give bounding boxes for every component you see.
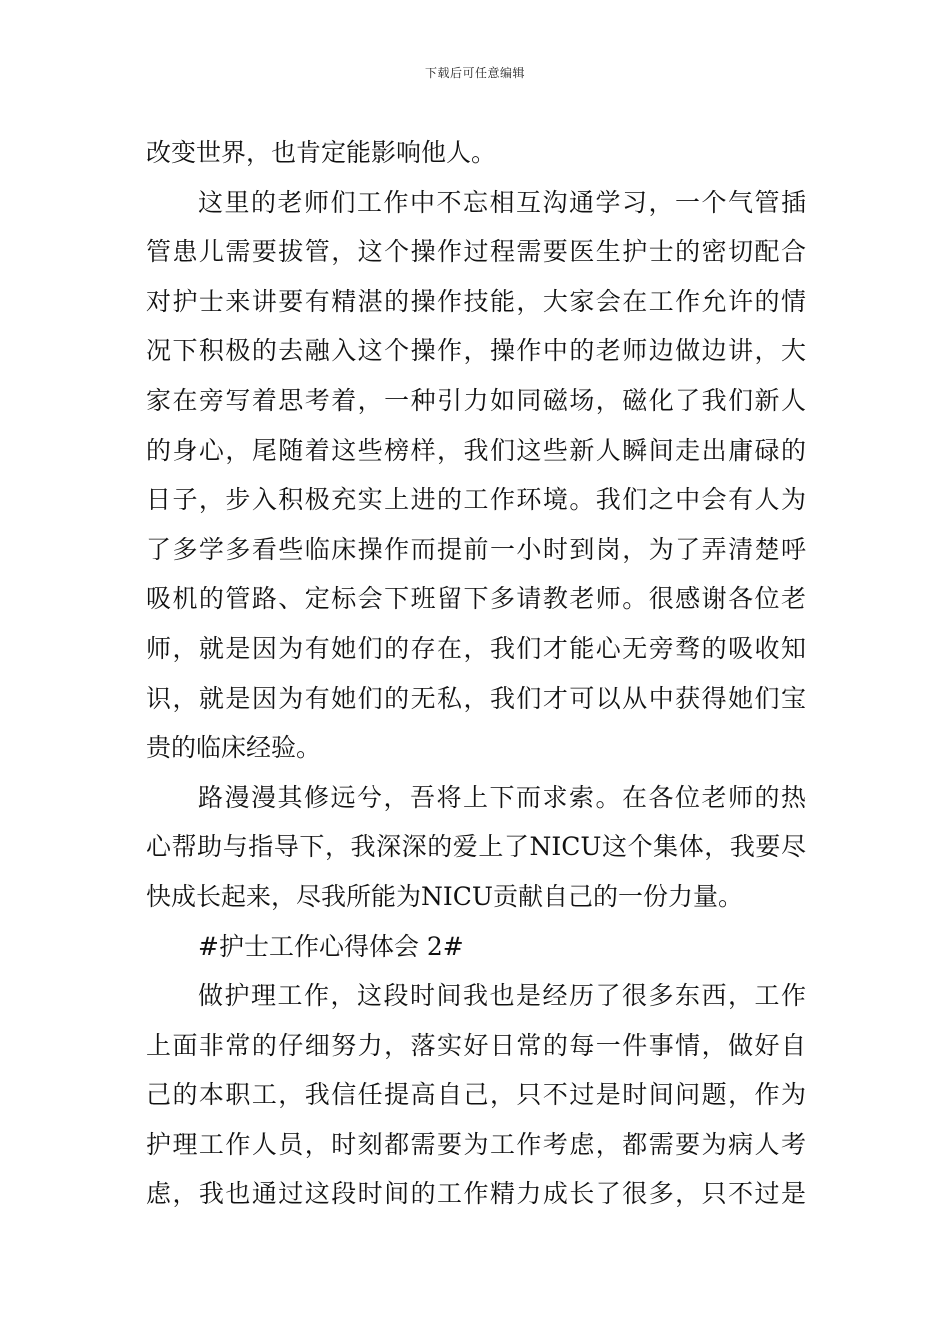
text-line: 路漫漫其修远兮，吾将上下而求索。在各位老师的热 xyxy=(198,782,806,812)
page-header: 下载后可任意编辑 xyxy=(424,66,525,80)
text-line: #护士工作心得体会 2# xyxy=(198,931,464,961)
text-line: 己的本职工，我信任提高自己，只不过是时间问题，作为 xyxy=(146,1080,806,1110)
text-line: 了多学多看些临床操作而提前一小时到岗，为了弄清楚呼 xyxy=(146,534,806,564)
text-line: 的身心，尾随着这些榜样，我们这些新人瞬间走出庸碌的 xyxy=(146,435,806,465)
text-line: 家在旁写着思考着，一种引力如同磁场，磁化了我们新人 xyxy=(146,385,806,415)
text-line: 心帮助与指导下，我深深的爱上了NICU这个集体，我要尽 xyxy=(146,832,806,862)
text-line: 上面非常的仔细努力，落实好日常的每一件事情，做好自 xyxy=(146,1030,806,1060)
text-line: 虑，我也通过这段时间的工作精力成长了很多，只不过是 xyxy=(146,1179,806,1209)
text-line: 管患儿需要拔管，这个操作过程需要医生护士的密切配合 xyxy=(146,237,806,267)
text-line: 况下积极的去融入这个操作，操作中的老师边做边讲，大 xyxy=(146,336,806,366)
text-line: 护理工作人员，时刻都需要为工作考虑，都需要为病人考 xyxy=(146,1129,806,1159)
text-line: 识，就是因为有她们的无私，我们才可以从中获得她们宝 xyxy=(146,683,806,713)
text-line: 改变世界，也肯定能影响他人。 xyxy=(146,138,497,167)
text-line: 贵的临床经验。 xyxy=(146,733,322,763)
text-line: 做护理工作，这段时间我也是经历了很多东西，工作 xyxy=(198,981,806,1011)
text-line: 师，就是因为有她们的存在，我们才能心无旁骛的吸收知 xyxy=(146,633,806,663)
text-line: 对护士来讲要有精湛的操作技能，大家会在工作允许的情 xyxy=(146,286,806,316)
text-line: 快成长起来，尽我所能为NICU贡献自己的一份力量。 xyxy=(146,881,743,911)
text-line: 日子，步入积极充实上进的工作环境。我们之中会有人为 xyxy=(146,485,806,515)
text-line: 吸机的管路、定标会下班留下多请教老师。很感谢各位老 xyxy=(146,584,806,614)
document-body xyxy=(146,128,806,1219)
text-line: 这里的老师们工作中不忘相互沟通学习，一个气管插 xyxy=(198,187,806,217)
